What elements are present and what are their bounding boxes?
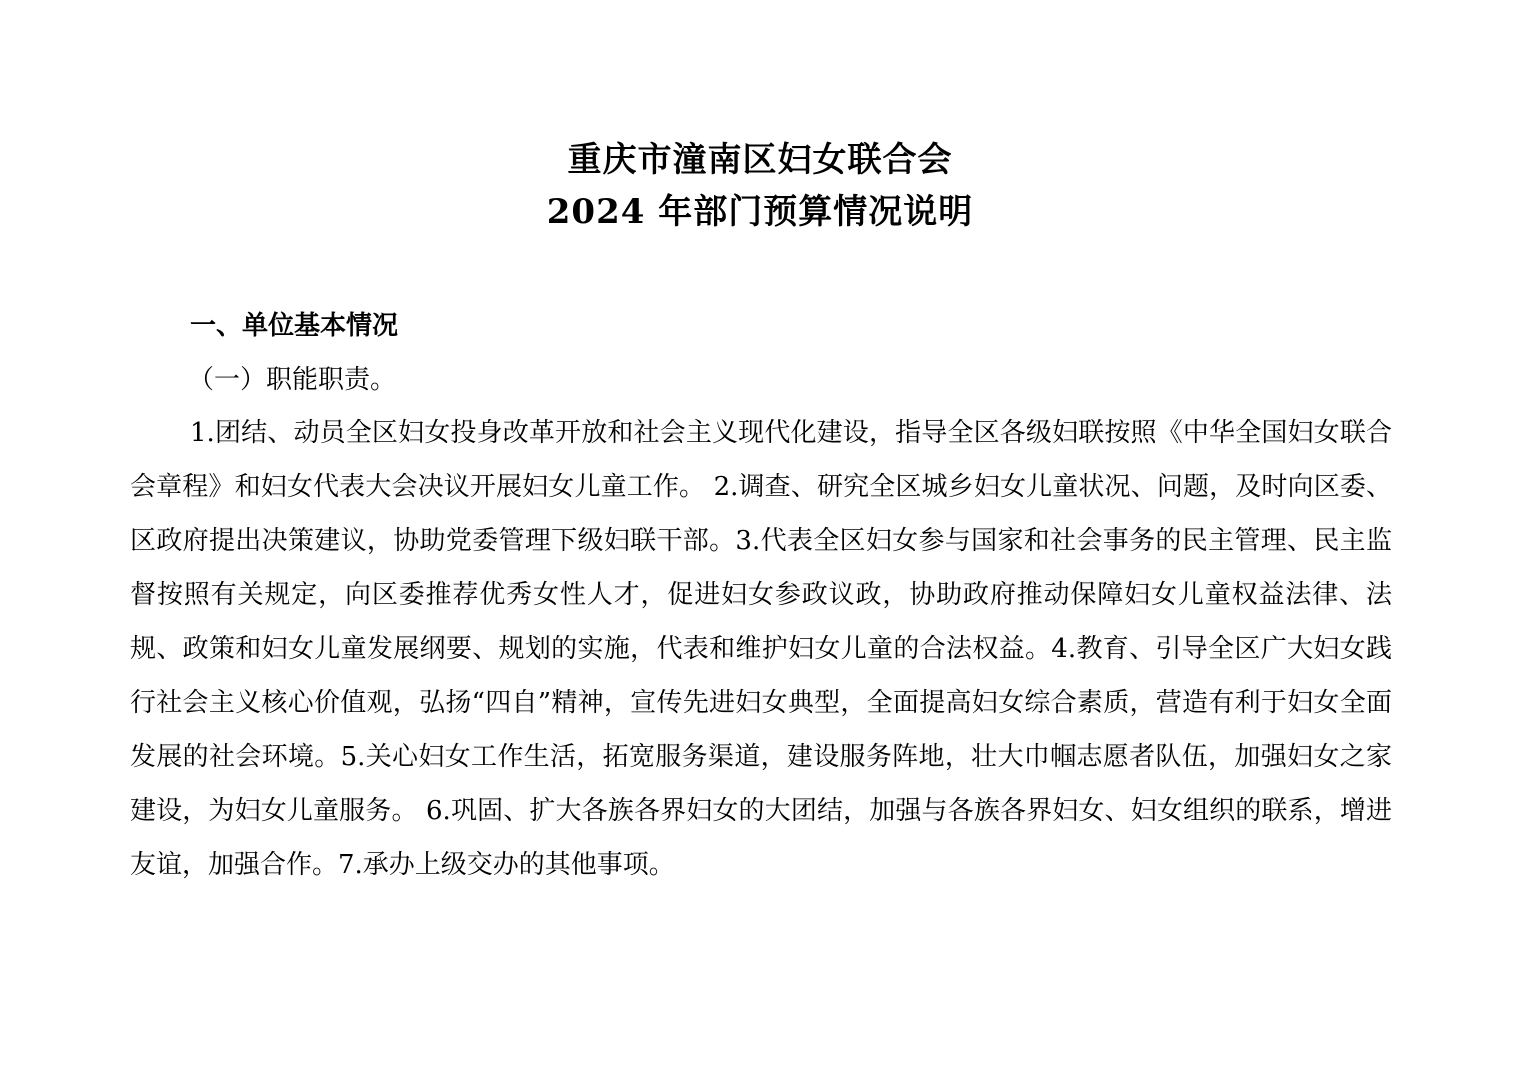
document-title (0, 134, 1520, 238)
body-paragraph: 1.团结、动员全区妇女投身改革开放和社会主义现代化建设，指导全区各级妇联按照《中华全国妇女联合会章程》和妇女代表大会决议开展妇女儿童工作。 2.调查、研究全区城乡妇女儿童状况、问题，及时向区委、区政府提出决策建议，协助党委管理下级妇联干部。3.代表全区妇女参与国家和社会事务的民主管理、民主监督按照有关规定，向区委推荐优秀女性人才，促进妇女参政议政，协助政府推动保障妇女儿童权益法律、法规、政策和妇女儿童发展纲要、规划的实施，代表和维护妇女儿童的合法权益。4.教育、引导全区广大妇女践行社会主义核心价值观，弘扬“四自”精神，宣传先进妇女典型，全面提高妇女综合素质，营造有利于妇女全面发展的社会环境。5.关心妇女工作生活，拓宽服务渠道，建设服务阵地，壮大巾帼志愿者队伍，加强妇女之家建设，为妇女儿童服务。 6.巩固、扩大各族各界妇女的大团结，加强与各族各界妇女、妇女组织的联系，增进友谊，加强合作。7.承办上级交办的其他事项。 (130, 418, 1392, 880)
title-line-report: 2024 年部门预算情况说明 (546, 192, 974, 232)
section-heading: 一、单位基本情况 (190, 311, 399, 341)
subsection-heading: （一）职能职责。 (188, 365, 397, 395)
title-line-organization: 重庆市潼南区妇女联合会 (567, 140, 953, 180)
